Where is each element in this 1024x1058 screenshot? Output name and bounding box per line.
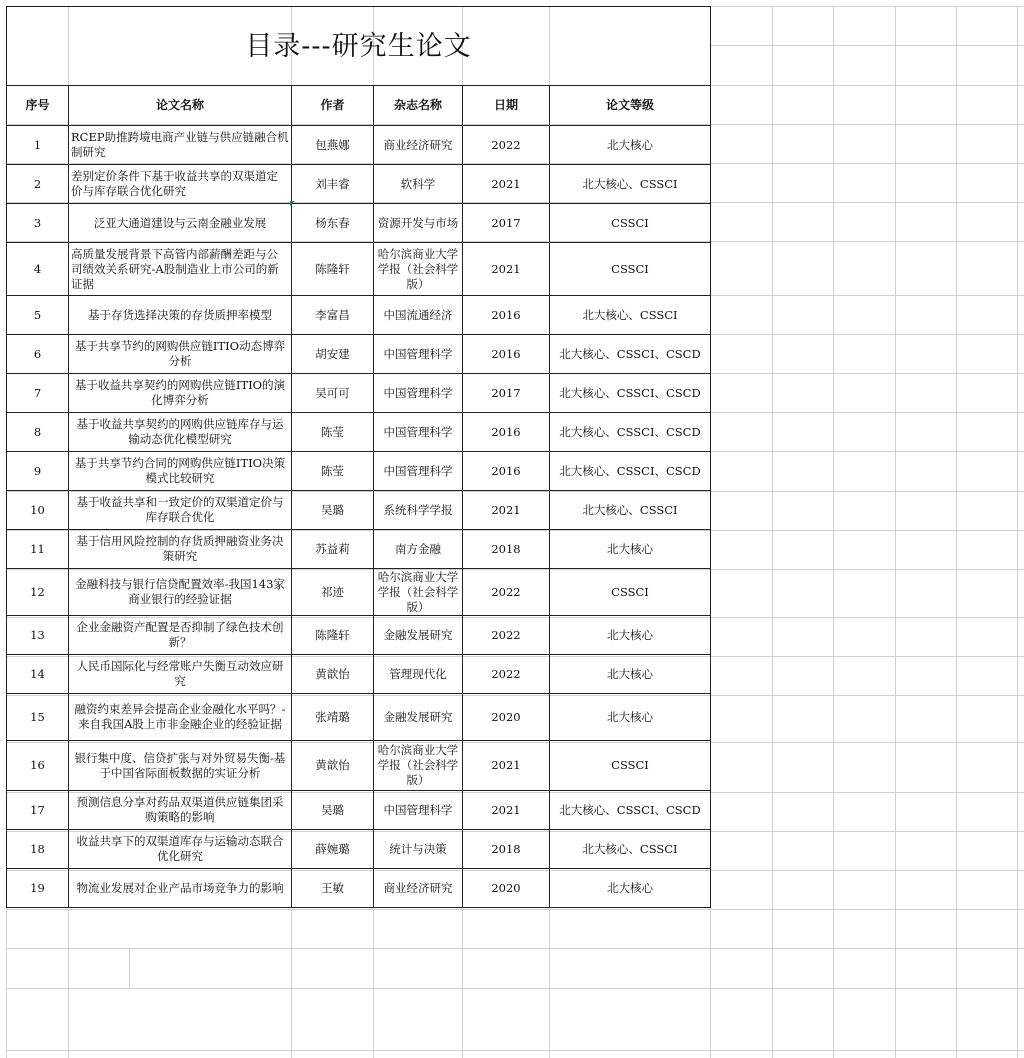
cell-title[interactable]: 高质量发展背景下高管内部薪酬差距与公司绩效关系研究-A股制造业上市公司的新证据 [69, 243, 292, 296]
cell-journal[interactable]: 金融发展研究 [374, 616, 463, 655]
table-row [7, 165, 711, 204]
table-row [7, 452, 711, 491]
table-row [7, 296, 711, 335]
cell-author[interactable]: 王敏 [292, 869, 374, 908]
cell-title[interactable]: 基于共享节约合同的网购供应链ITIO决策模式比较研究 [69, 452, 292, 491]
cell-title[interactable]: 基于收益共享契约的网购供应链库存与运输动态优化模型研究 [69, 413, 292, 452]
cell-level[interactable]: CSSCI [550, 204, 711, 243]
cell-date[interactable]: 2016 [463, 413, 550, 452]
table-row [7, 126, 711, 165]
cell-level[interactable]: 北大核心 [550, 694, 711, 741]
cell-author[interactable]: 李富昌 [292, 296, 374, 335]
cell-no[interactable]: 11 [7, 530, 69, 569]
cell-no[interactable]: 16 [7, 741, 69, 791]
cell-journal[interactable]: 金融发展研究 [374, 694, 463, 741]
cell-journal[interactable]: 统计与决策 [374, 830, 463, 869]
cell-journal[interactable]: 商业经济研究 [374, 126, 463, 165]
sheet-title[interactable]: 目录---研究生论文 [7, 7, 711, 86]
cell-author[interactable]: 吴璐 [292, 491, 374, 530]
cell-no[interactable]: 17 [7, 791, 69, 830]
cell-date[interactable]: 2021 [463, 243, 550, 296]
cell-level[interactable]: CSSCI [550, 243, 711, 296]
cell-journal[interactable]: 南方金融 [374, 530, 463, 569]
cell-date[interactable]: 2017 [463, 374, 550, 413]
cell-author[interactable]: 吴璐 [292, 791, 374, 830]
cell-date[interactable]: 2022 [463, 616, 550, 655]
cell-journal[interactable]: 软科学 [374, 165, 463, 204]
cell-level[interactable]: CSSCI [550, 741, 711, 791]
cell-date[interactable]: 2020 [463, 869, 550, 908]
cell-level[interactable]: 北大核心、CSSCI、CSCD [550, 335, 711, 374]
header-journal[interactable]: 杂志名称 [374, 86, 463, 126]
cell-level[interactable]: 北大核心、CSSCI、CSCD [550, 791, 711, 830]
cell-level[interactable]: 北大核心、CSSCI、CSCD [550, 374, 711, 413]
cell-date[interactable]: 2016 [463, 452, 550, 491]
cell-author[interactable]: 黄歆怡 [292, 741, 374, 791]
cell-no[interactable]: 19 [7, 869, 69, 908]
cell-title[interactable]: 收益共享下的双渠道库存与运输动态联合优化研究 [69, 830, 292, 869]
table-row [7, 741, 711, 791]
cell-author[interactable]: 杨东春 [292, 204, 374, 243]
cell-title[interactable]: 金融科技与银行信贷配置效率-我国143家商业银行的经验证据 [69, 569, 292, 616]
table-row [7, 335, 711, 374]
cell-level[interactable]: 北大核心 [550, 126, 711, 165]
cell-date[interactable]: 2021 [463, 791, 550, 830]
cell-no[interactable]: 13 [7, 616, 69, 655]
cell-journal[interactable]: 系统科学学报 [374, 491, 463, 530]
cell-title[interactable]: 基于共享节约的网购供应链ITIO动态博弈分析 [69, 335, 292, 374]
cell-level[interactable]: 北大核心 [550, 530, 711, 569]
cell-author[interactable]: 张靖璐 [292, 694, 374, 741]
cell-level[interactable]: 北大核心 [550, 869, 711, 908]
cell-no[interactable]: 18 [7, 830, 69, 869]
cell-title[interactable]: 物流业发展对企业产品市场竞争力的影响 [69, 869, 292, 908]
cell-date[interactable]: 2018 [463, 830, 550, 869]
header-title[interactable]: 论文名称 [69, 86, 292, 126]
cell-date[interactable]: 2022 [463, 126, 550, 165]
table-row [7, 616, 711, 655]
cell-date[interactable]: 2016 [463, 296, 550, 335]
cell-author[interactable]: 黄歆怡 [292, 655, 374, 694]
table-row [7, 204, 711, 243]
cell-journal[interactable]: 中国管理科学 [374, 413, 463, 452]
cell-author[interactable]: 包燕娜 [292, 126, 374, 165]
cell-date[interactable]: 2017 [463, 204, 550, 243]
cell-title[interactable]: 银行集中度、信贷扩张与对外贸易失衡-基于中国省际面板数据的实证分析 [69, 741, 292, 791]
cell-level[interactable]: CSSCI [550, 569, 711, 616]
cell-author[interactable]: 陈隆轩 [292, 616, 374, 655]
cell-title[interactable]: RCEP助推跨境电商产业链与供应链融合机制研究 [69, 126, 292, 165]
cell-no[interactable]: 9 [7, 452, 69, 491]
cell-author[interactable]: 陈莹 [292, 452, 374, 491]
cell-title[interactable]: 融资约束差异会提高企业金融化水平吗？-来自我国A股上市非金融企业的经验证据 [69, 694, 292, 741]
cell-author[interactable]: 胡安建 [292, 335, 374, 374]
cell-level[interactable]: 北大核心、CSSCI [550, 296, 711, 335]
table-row [7, 791, 711, 830]
cell-author[interactable]: 陈莹 [292, 413, 374, 452]
table-row [7, 655, 711, 694]
cell-level[interactable]: 北大核心 [550, 616, 711, 655]
cell-journal[interactable]: 商业经济研究 [374, 869, 463, 908]
table-row [7, 374, 711, 413]
cell-date[interactable]: 2021 [463, 491, 550, 530]
cell-title[interactable]: 基于收益共享契约的网购供应链ITIO的演化博弈分析 [69, 374, 292, 413]
cell-level[interactable]: 北大核心、CSSCI、CSCD [550, 413, 711, 452]
cell-journal[interactable]: 中国管理科学 [374, 791, 463, 830]
header-no[interactable]: 序号 [7, 86, 69, 126]
cell-author[interactable]: 陈隆轩 [292, 243, 374, 296]
cell-author[interactable]: 刘丰睿 [292, 165, 374, 204]
cell-no[interactable]: 10 [7, 491, 69, 530]
table-row [7, 491, 711, 530]
cell-level[interactable]: 北大核心、CSSCI [550, 491, 711, 530]
cell-title[interactable]: 泛亚大通道建设与云南金融业发展 [69, 204, 292, 243]
cell-comment-marker [290, 201, 295, 206]
table-row [7, 243, 711, 296]
cell-journal[interactable]: 中国管理科学 [374, 452, 463, 491]
cell-author[interactable]: 薛婉璐 [292, 830, 374, 869]
cell-date[interactable]: 2022 [463, 569, 550, 616]
cell-level[interactable]: 北大核心、CSSCI [550, 830, 711, 869]
cell-no[interactable]: 15 [7, 694, 69, 741]
cell-date[interactable]: 2018 [463, 530, 550, 569]
catalog-table [6, 6, 711, 908]
cell-title[interactable]: 企业金融资产配置是否抑制了绿色技术创新？ [69, 616, 292, 655]
table-row [7, 830, 711, 869]
header-row [7, 86, 711, 126]
cell-journal[interactable]: 中国管理科学 [374, 335, 463, 374]
cell-title[interactable]: 基于存货选择决策的存货质押率模型 [69, 296, 292, 335]
cell-level[interactable]: 北大核心 [550, 655, 711, 694]
cell-journal[interactable]: 管理现代化 [374, 655, 463, 694]
cell-title[interactable]: 基于信用风险控制的存货质押融资业务决策研究 [69, 530, 292, 569]
cell-no[interactable]: 14 [7, 655, 69, 694]
cell-date[interactable]: 2021 [463, 741, 550, 791]
cell-journal[interactable]: 哈尔滨商业大学学报（社会科学版） [374, 243, 463, 296]
table-row [7, 869, 711, 908]
cell-no[interactable]: 4 [7, 243, 69, 296]
cell-no[interactable]: 5 [7, 296, 69, 335]
cell-date[interactable]: 2021 [463, 165, 550, 204]
header-author[interactable]: 作者 [292, 86, 374, 126]
table-row [7, 694, 711, 741]
cell-no[interactable]: 3 [7, 204, 69, 243]
cell-no[interactable]: 1 [7, 126, 69, 165]
cell-no[interactable]: 8 [7, 413, 69, 452]
cell-date[interactable]: 2016 [463, 335, 550, 374]
cell-title[interactable]: 人民币国际化与经常账户失衡互动效应研究 [69, 655, 292, 694]
cell-journal[interactable]: 中国管理科学 [374, 374, 463, 413]
cell-journal[interactable]: 中国流通经济 [374, 296, 463, 335]
cell-no[interactable]: 7 [7, 374, 69, 413]
cell-title[interactable]: 基于收益共享和一致定价的双渠道定价与库存联合优化 [69, 491, 292, 530]
cell-no[interactable]: 12 [7, 569, 69, 616]
header-level[interactable]: 论文等级 [550, 86, 711, 126]
cell-author[interactable]: 祁迹 [292, 569, 374, 616]
table-row [7, 413, 711, 452]
cell-title[interactable]: 预测信息分享对药品双渠道供应链集团采购策略的影响 [69, 791, 292, 830]
cell-date[interactable]: 2020 [463, 694, 550, 741]
cell-no[interactable]: 6 [7, 335, 69, 374]
cell-journal[interactable]: 哈尔滨商业大学学报（社会科学版） [374, 569, 463, 616]
cell-journal[interactable]: 资源开发与市场 [374, 204, 463, 243]
cell-no[interactable]: 2 [7, 165, 69, 204]
cell-journal[interactable]: 哈尔滨商业大学学报（社会科学版） [374, 741, 463, 791]
table-row [7, 569, 711, 616]
cell-author[interactable]: 苏益莉 [292, 530, 374, 569]
cell-level[interactable]: 北大核心、CSSCI [550, 165, 711, 204]
cell-date[interactable]: 2022 [463, 655, 550, 694]
cell-author[interactable]: 吴可可 [292, 374, 374, 413]
header-date[interactable]: 日期 [463, 86, 550, 126]
cell-title[interactable]: 差别定价条件下基于收益共享的双渠道定价与库存联合优化研究 [69, 165, 292, 204]
table-row [7, 530, 711, 569]
cell-level[interactable]: 北大核心、CSSCI、CSCD [550, 452, 711, 491]
